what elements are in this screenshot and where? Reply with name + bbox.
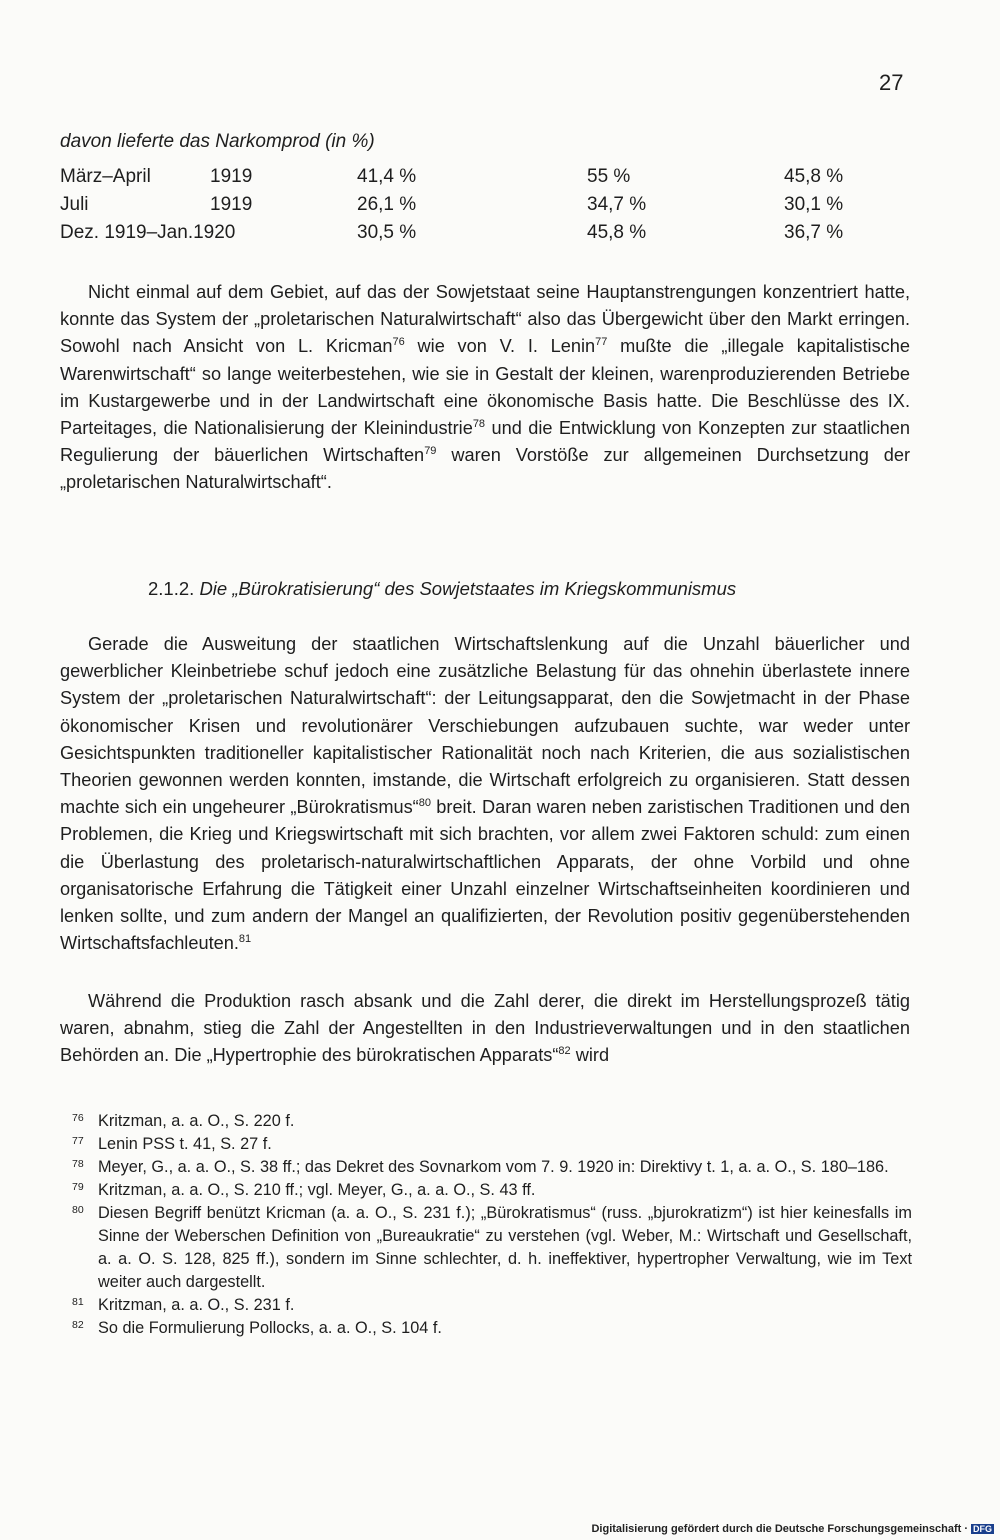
- footnote-number: 77: [72, 1135, 84, 1147]
- footnote: 77 Lenin PSS t. 41, S. 27 f.: [72, 1135, 272, 1153]
- footnote-ref: 77: [595, 336, 608, 349]
- body-paragraph: Nicht einmal auf dem Gebiet, auf das der Sowjetstaat seine Hauptanstrengungen konzentriert hatte, konnte das System der „proletarischen Naturalwirtschaft“ also das Übergewicht über den Markt erringen. Sowohl nach Ansicht von L. Kricman$^{76}$ wie von V. I. Lenin$^{77}$ mußte die „illegale kapitalistische Warenwirtschaft“ so lange weiterbestehen, wie sie in Gestalt der kleinen, warenproduzierenden Betriebe im Kustargewerbe und in der Landwirtschaft eine ökonomische Basis hatte. Die Beschlüsse des IX. Parteitages, die Nationalisierung der Kleinindustrie$^{78}$ und die Entwicklung von Konzepten zur staatlichen Regulierung der bäuerlichen Wirtschaften$^{79}$ waren Vorstöße zur allgemeinen Durchsetzung der „proletarischen Naturalwirtschaft“.: [60, 282, 911, 493]
- table-caption: davon lieferte das Narkomprod (in %): [60, 131, 375, 152]
- row-value-3: 45,8 %: [784, 166, 844, 187]
- page-number: 27: [879, 70, 904, 95]
- footnote: 79 Kritzman, a. a. O., S. 210 ff.; vgl. Meyer, G., a. a. O., S. 43 ff.: [72, 1181, 536, 1199]
- footnote-number: 81: [72, 1296, 84, 1308]
- row-period: März–April: [60, 166, 151, 187]
- table-row: [0, 222, 1000, 250]
- body-paragraph: Gerade die Ausweitung der staatlichen Wirtschaftslenkung auf die Unzahl bäuerlicher und gewerblicher Kleinbetriebe schuf jedoch eine zusätzliche Belastung für das ohnehin überlastete innere System der „proletarischen Naturalwirtschaft“: der Leitungsapparat, den die Sowjetmacht in der Phase ökonomischer Krisen und revolutionärer Verschiebungen aufzubauen suchte, war weder unter Gesichtspunkten traditioneller kapitalistischer Rationalität noch nach Kriterien, die aus sozialistischen Theorien gewonnen werden konnten, imstande, die Wirtschaft erfolgreich zu organisieren. Statt dessen machte sich ein ungeheurer „Bürokratismus“$^{80}$ breit. Daran waren neben zaristischen Traditionen und den Problemen, die Krieg und Kriegswirtschaft mit sich brachten, vor allem zwei Faktoren schuld: zum einen die Überlastung des proletarisch-naturalwirtschaftlichen Apparats, der ohne Vorbild und ohne organisatorische Erfahrung die Tätigkeit einer Unzahl einzelner Wirtschaftseinheiten koordinieren und lenken sollte, und zum andern der Mangel an qualifizierten, der Revolution positiv gegenüberstehenden Wirtschaftsfachleuten.$^{81}$: [60, 634, 910, 954]
- digitization-banner: Digitalisierung gefördert durch die Deutsche Forschungsgemeinschaft · DFG: [591, 1523, 992, 1535]
- footnote-number: 80: [72, 1204, 84, 1216]
- row-year: 1919: [210, 194, 253, 215]
- footnote: 76 Kritzman, a. a. O., S. 220 f.: [72, 1112, 295, 1130]
- section-heading: [148, 578, 736, 600]
- row-value-1: 41,4 %: [357, 166, 417, 187]
- row-value-2: 55 %: [587, 166, 631, 187]
- row-value-1: 30,5 %: [357, 222, 417, 243]
- footnote-number: 76: [72, 1112, 84, 1124]
- row-period: Juli: [60, 194, 89, 215]
- row-value-3: 36,7 %: [784, 222, 844, 243]
- dfg-logo: DFG: [973, 1524, 992, 1534]
- row-value-3: 30,1 %: [784, 194, 844, 215]
- table-row: [0, 194, 1000, 222]
- footnote-ref: 80: [418, 797, 431, 810]
- footnote-number: 79: [72, 1181, 84, 1193]
- table-row: [0, 166, 1000, 194]
- footnote: 78 Meyer, G., a. a. O., S. 38 ff.; das Dekret des Sovnarkom vom 7. 9. 1920 in: Direktivy t. 1, a. a. O., S. 180–186.: [72, 1158, 889, 1176]
- footnote-ref: 78: [472, 418, 486, 431]
- footnote: 81 Kritzman, a. a. O., S. 231 f.: [72, 1296, 295, 1314]
- footnote-ref: 79: [424, 445, 437, 458]
- section-title: Die „Bürokratisierung“ des Sowjetstaates im Kriegskommunismus: [199, 578, 737, 599]
- footnote-ref: 82: [558, 1045, 571, 1058]
- row-value-1: 26,1 %: [357, 194, 417, 215]
- row-value-2: 34,7 %: [587, 194, 647, 215]
- footnote: 80 Diesen Begriff benützt Kricman (a. a. O., S. 231 f.); „Bürokratismus“ (russ. „bjurokratizm“) ist hier keinesfalls im Sinne der Weberschen Definition von „Bureaukratie“ zu verstehen (vgl. Weber, M.: Wirtschaft und Gesellschaft, a. a. O. S. 128, 825 ff.), sondern im Sinne schlechter, d. h. ineffektiver, hypertropher Verwaltung, wie im Text weiter auch dargestellt.: [72, 1204, 912, 1291]
- footnote-ref: 76: [392, 336, 405, 349]
- footnote-number: 82: [72, 1319, 84, 1331]
- row-year: 1919: [210, 166, 253, 187]
- footnote: 82 So die Formulierung Pollocks, a. a. O., S. 104 f.: [72, 1319, 442, 1337]
- footnotes: [72, 1110, 912, 1340]
- row-value-2: 45,8 %: [587, 222, 647, 243]
- body-paragraph: Während die Produktion rasch absank und die Zahl derer, die direkt im Herstellungsprozeß tätig waren, abnahm, stieg die Zahl der Angestellten in den Industrieverwaltungen und in den staatlichen Behörden an. Die „Hypertrophie des bürokratischen Apparats“$^{82}$ wird: [60, 991, 910, 1066]
- row-period: Dez. 1919–Jan.1920: [60, 222, 236, 243]
- footnote-number: 78: [72, 1158, 84, 1170]
- footnote-ref: 81: [238, 933, 252, 946]
- section-number: 2.1.2.: [148, 578, 195, 599]
